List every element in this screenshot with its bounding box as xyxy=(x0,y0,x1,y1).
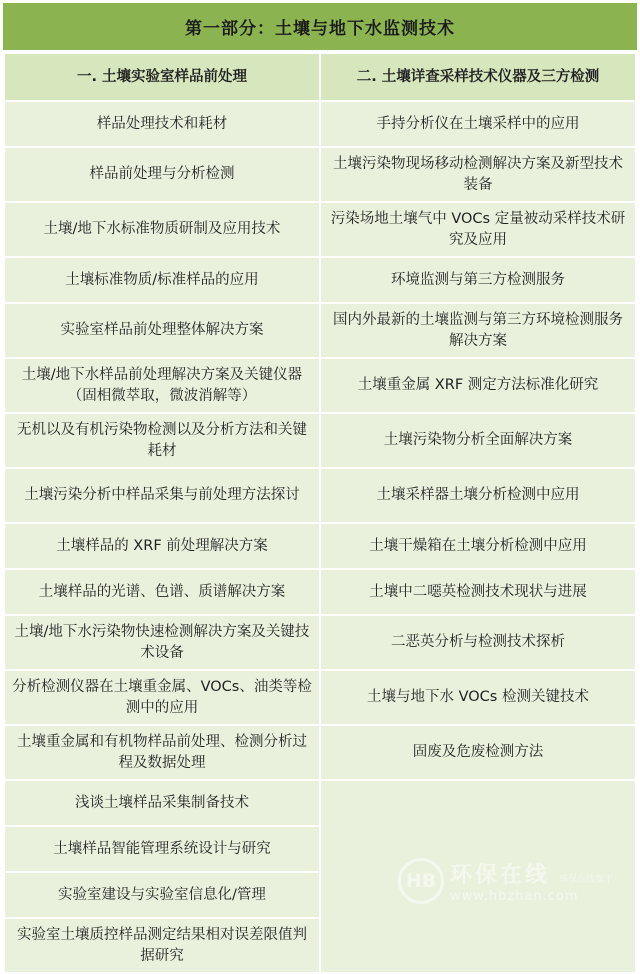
watermark-name: 环保在线 xyxy=(450,863,551,888)
left-cell: 土壤标准物质/标准样品的应用 xyxy=(5,258,319,302)
watermark-url: www.hbzhan.com xyxy=(450,889,579,904)
left-cell: 土壤污染分析中样品采集与前处理方法探讨 xyxy=(5,469,319,522)
table-row xyxy=(5,203,635,256)
hbzhan-logo-icon: HB xyxy=(398,858,444,904)
left-cell: 浅谈土壤样品采集制备技术 xyxy=(5,781,319,825)
watermark-sub: 环保在线旗下 xyxy=(559,875,614,885)
table-row xyxy=(5,524,635,568)
right-cell: 土壤中二噁英检测技术现状与进展 xyxy=(321,570,635,614)
left-cell: 土壤样品的 XRF 前处理解决方案 xyxy=(5,524,319,568)
left-cell: 土壤/地下水污染物快速检测解决方案及关键技术设备 xyxy=(5,616,319,669)
table-row xyxy=(5,570,635,614)
header-row xyxy=(5,54,635,100)
document-frame xyxy=(3,3,637,964)
right-cell: 手持分析仪在土壤采样中的应用 xyxy=(321,102,635,146)
table-row xyxy=(5,258,635,302)
section-title: 第一部分：土壤与地下水监测技术 xyxy=(3,3,637,50)
watermark xyxy=(398,858,613,904)
right-cell: 国内外最新的土壤监测与第三方环境检测服务解决方案 xyxy=(321,304,635,357)
left-cell: 样品处理技术和耗材 xyxy=(5,102,319,146)
right-cell: 土壤采样器土壤分析检测中应用 xyxy=(321,469,635,522)
table-row xyxy=(5,148,635,201)
left-cell: 实验室样品前处理整体解决方案 xyxy=(5,304,319,357)
right-cell: 土壤重金属 XRF 测定方法标准化研究 xyxy=(321,359,635,412)
table-row xyxy=(5,469,635,522)
right-cell: 土壤干燥箱在土壤分析检测中应用 xyxy=(321,524,635,568)
left-cell: 无机以及有机污染物检测以及分析方法和关键耗材 xyxy=(5,414,319,467)
right-cell: 二恶英分析与检测技术探析 xyxy=(321,616,635,669)
table-row xyxy=(5,359,635,412)
table-row xyxy=(5,616,635,669)
right-cell: 环境监测与第三方检测服务 xyxy=(321,258,635,302)
table-row xyxy=(5,102,635,146)
left-cell: 土壤/地下水样品前处理解决方案及关键仪器（固相微萃取，微波消解等） xyxy=(5,359,319,412)
right-column-header: 二. 土壤详查采样技术仪器及三方检测 xyxy=(321,54,635,100)
right-cell: 土壤与地下水 VOCs 检测关键技术 xyxy=(321,671,635,724)
left-cell: 实验室建设与实验室信息化/管理 xyxy=(5,873,319,917)
table-row xyxy=(5,414,635,467)
left-cell: 分析检测仪器在土壤重金属、VOCs、油类等检测中的应用 xyxy=(5,671,319,724)
left-column-header: 一. 土壤实验室样品前处理 xyxy=(5,54,319,100)
right-cell: 土壤污染物现场移动检测解决方案及新型技术装备 xyxy=(321,148,635,201)
table-row xyxy=(5,671,635,724)
left-cell: 实验室土壤质控样品测定结果相对误差限值判据研究 xyxy=(5,919,319,972)
left-cell: 样品前处理与分析检测 xyxy=(5,148,319,201)
table-row xyxy=(5,726,635,779)
left-cell: 土壤重金属和有机物样品前处理、检测分析过程及数据处理 xyxy=(5,726,319,779)
topics-table xyxy=(3,52,637,974)
left-cell: 土壤样品的光谱、色谱、质谱解决方案 xyxy=(5,570,319,614)
right-cell: 固废及危废检测方法 xyxy=(321,726,635,779)
table-row xyxy=(5,781,635,825)
left-cell: 土壤/地下水标准物质研制及应用技术 xyxy=(5,203,319,256)
left-cell: 土壤样品智能管理系统设计与研究 xyxy=(5,827,319,871)
right-cell: 土壤污染物分析全面解决方案 xyxy=(321,414,635,467)
right-cell: 污染场地土壤气中 VOCs 定量被动采样技术研究及应用 xyxy=(321,203,635,256)
table-row xyxy=(5,304,635,357)
